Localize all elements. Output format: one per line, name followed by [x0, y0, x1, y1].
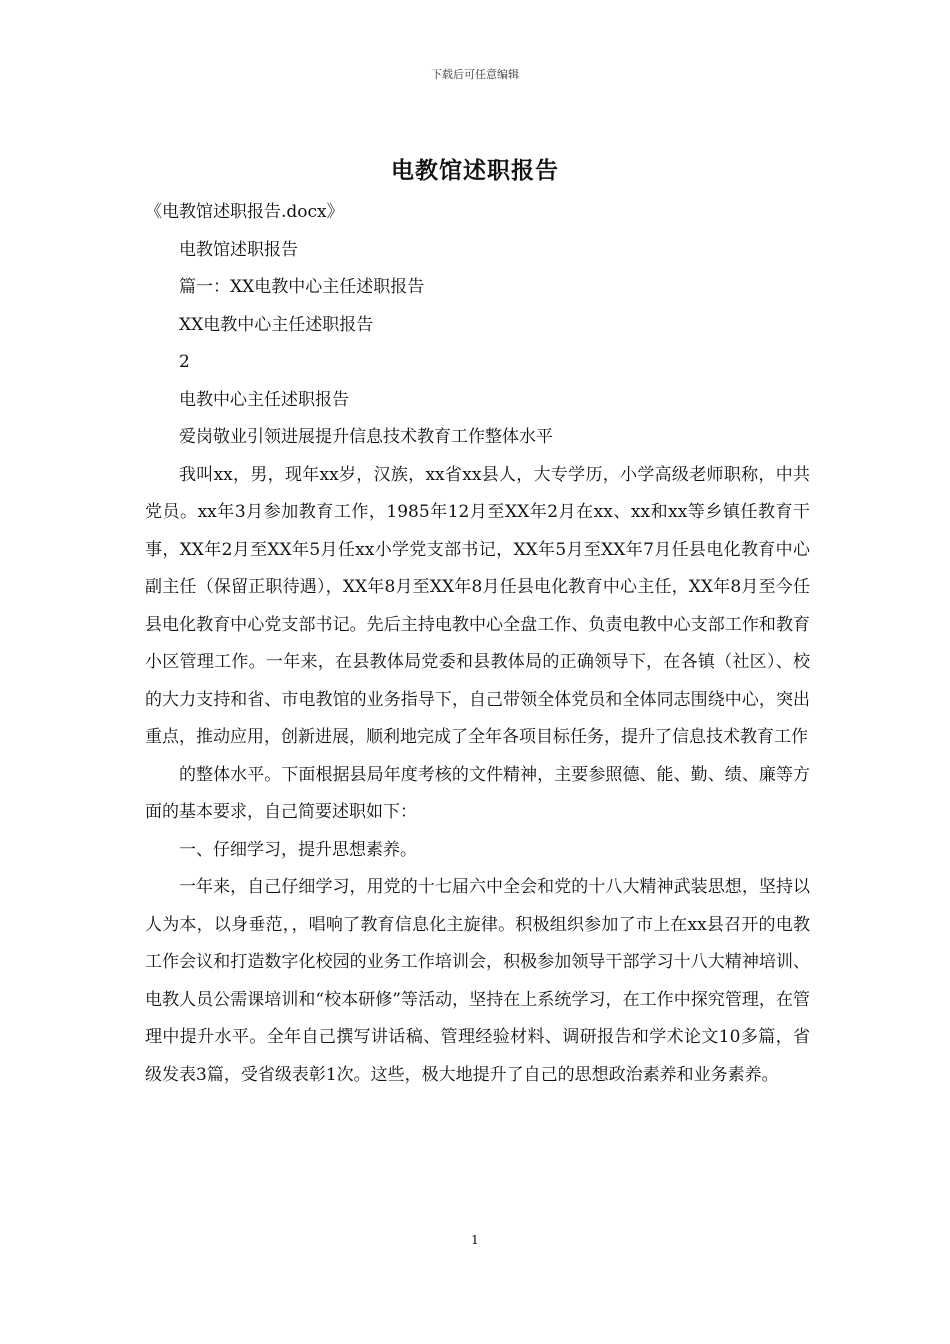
- document-body: [145, 194, 810, 1094]
- page-number: 1: [471, 1233, 479, 1247]
- body-paragraph-continuation: 的整体水平。下面根据县局年度考核的文件精神，主要参照德、能、勤、绩、廉等方面的基本要求，自己简要述职如下：: [145, 764, 810, 822]
- body-paragraph-intro: 我叫xx，男，现年xx岁，汉族，xx省xx县人，大专学历，小学高级老师职称，中共党员。xx年3月参加教育工作，1985年12月至XX年2月在xx、xx和xx等乡镇任教育干事，XX年2月至XX年5月任xx小学党支部书记，XX年5月至XX年7月任县电化教育中心副主任（保留正职待遇），XX年8月至XX年8月任县电化教育中心主任，XX年8月至今任县电化教育中心党支部书记。先后主持电教中心全盘工作、负责电教中心支部工作和教育小区管理工作。一年来，在县教体局党委和县教体局的正确领导下，在各镇（社区）、校的大力支持和省、市电教馆的业务指导下，自己带领全体党员和全体同志围绕中心，突出重点，推动应用，创新进展，顺利地完成了全年各项目标任务，提升了信息技术教育工作: [145, 464, 810, 747]
- report-theme: 爱岗敬业引领进展提升信息技术教育工作整体水平: [179, 427, 553, 447]
- report-heading: XX电教中心主任述职报告: [179, 314, 374, 335]
- section-heading: 篇一：XX电教中心主任述职报告: [179, 277, 425, 297]
- document-title: 电教馆述职报告: [391, 157, 559, 184]
- file-reference: 《电教馆述职报告.docx》: [145, 202, 344, 222]
- report-subheading: 电教中心主任述职报告: [179, 389, 349, 410]
- section-one-heading: 一、仔细学习，提升思想素养。: [179, 839, 417, 860]
- body-paragraph-study: 一年来，自己仔细学习，用党的十七届六中全会和党的十八大精神武装思想，坚持以人为本，以身垂范，，唱响了教育信息化主旋律。积极组织参加了市上在xx县召开的电教工作会议和打造数字化校园的业务工作培训会，积极参加领导干部学习十八大精神培训、电教人员公需课培训和“校本研修”等活动，坚持在上系统学习，在工作中探究管理，在管理中提升水平。全年自己撰写讲话稿、管理经验材料、调研报告和学术论文10多篇，省级发表3篇，受省级表彰1次。这些，极大地提升了自己的思想政治素养和业务素养。: [145, 877, 810, 1085]
- stray-number: 2: [179, 352, 190, 372]
- header-note: 下载后可任意编辑: [431, 68, 519, 81]
- subtitle-line: 电教馆述职报告: [179, 239, 298, 260]
